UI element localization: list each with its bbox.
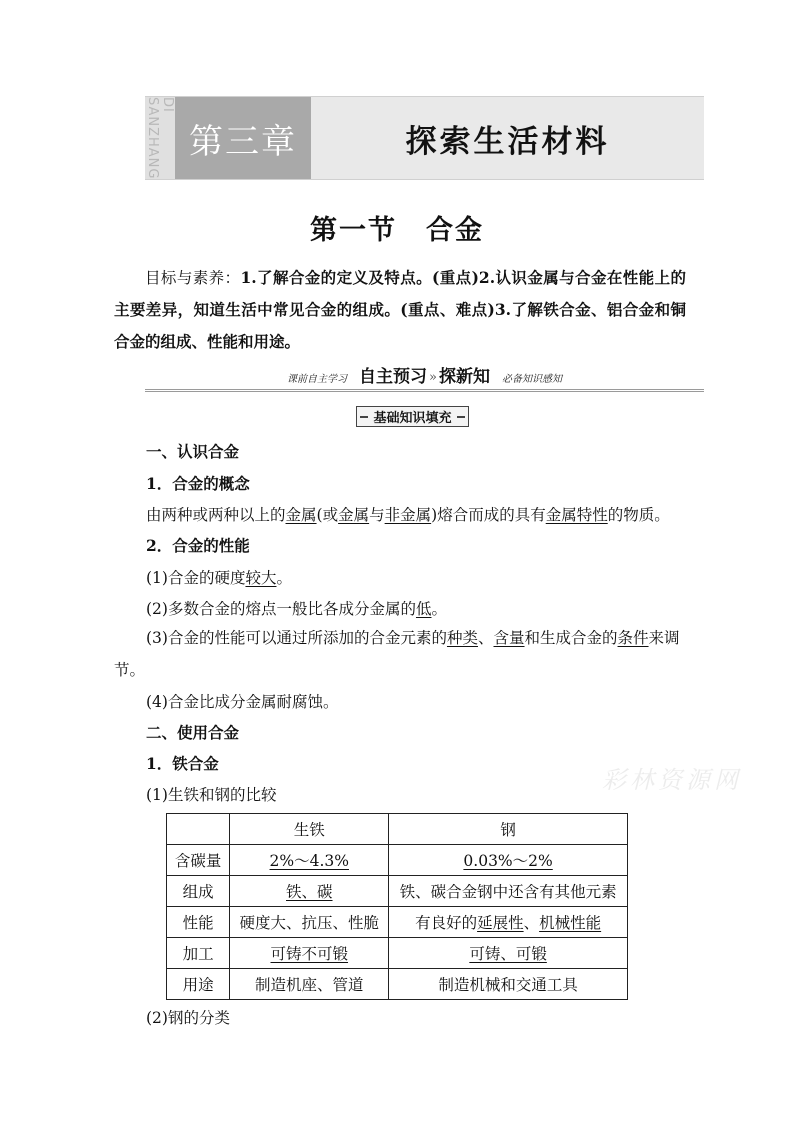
divider-arrow-icon: »	[429, 370, 437, 385]
blank-answer: 2%～4.3%	[269, 852, 349, 870]
blank-answer: 可铸、可锻	[469, 945, 547, 963]
knowledge-fill-label	[345, 406, 480, 426]
text-span: (1)合金的硬度	[146, 569, 246, 587]
table-row	[167, 938, 628, 969]
table-cell	[389, 876, 628, 907]
blank-answer: 金属	[338, 506, 370, 524]
blank-answer: 较大	[245, 569, 277, 587]
table-row	[167, 845, 628, 876]
table-header-row	[167, 814, 628, 845]
text-span: 和生成合金的	[524, 629, 618, 647]
steel-classification-heading: (2)钢的分类	[146, 1009, 230, 1027]
goals-body: 1.了解合金的定义及特点。(重点)2.认识金属与合金在性能上的主要差异，知道生活中常见合金的组成。(重点、难点)3.了解铁合金、铝合金和铜合金的组成、性能和用途。	[114, 268, 686, 351]
text-span: (或	[316, 506, 339, 524]
divider-main-left: 自主预习	[359, 367, 428, 387]
text-span: (3)合金的性能可以通过所添加的合金元素的	[146, 629, 447, 647]
table-cell	[389, 938, 628, 969]
row-label: 用途	[167, 969, 230, 1000]
cell-text: 铁、碳合金钢中还含有其他元素	[399, 883, 617, 901]
table-row	[167, 907, 628, 938]
table-header-cell	[167, 814, 230, 845]
property-adjustable	[114, 622, 686, 686]
text-span: 。	[276, 569, 292, 587]
knowledge-fill-box: 基础知识填充	[356, 406, 468, 427]
alloy-concept-text	[146, 503, 670, 525]
blank-answer: 含量	[493, 629, 525, 647]
text-span: 、	[477, 629, 494, 647]
divider-pre: 课前自主学习	[287, 374, 348, 385]
chapter-pinyin: DI SANZHANG	[145, 97, 175, 179]
table-cell	[230, 876, 389, 907]
table-cell	[389, 969, 628, 1000]
table-cell	[230, 907, 389, 938]
preview-divider	[145, 363, 704, 392]
iron-steel-table	[166, 813, 628, 1000]
table-header-cell: 钢	[389, 814, 628, 845]
cell-text: 硬度大、抗压、性脆	[239, 914, 380, 932]
heading-use-alloy: 二、使用合金	[146, 723, 240, 742]
table-cell	[230, 938, 389, 969]
chapter-title: 探索生活材料	[405, 123, 610, 160]
blank-answer: 延展性	[477, 914, 524, 932]
table-cell	[230, 845, 389, 876]
subheading-alloy-properties: 2．合金的性能	[146, 536, 250, 555]
table-cell	[230, 969, 389, 1000]
subheading-iron-alloy: 1．铁合金	[146, 754, 219, 773]
blank-answer: 非金属	[384, 506, 432, 524]
blank-answer: 金属	[285, 506, 317, 524]
table-header-cell: 生铁	[230, 814, 389, 845]
text-span: 来调节。	[114, 629, 680, 679]
blank-answer: 种类	[446, 629, 478, 647]
blank-answer: 可铸不可锻	[270, 945, 349, 963]
blank-answer: 机械性能	[539, 914, 602, 932]
section-title: 第一节 合金	[310, 215, 484, 246]
text-span: 。	[431, 600, 447, 618]
chapter-banner	[145, 96, 704, 180]
blank-answer: 低	[415, 600, 432, 618]
heading-know-alloy: 一、认识合金	[146, 442, 240, 461]
row-label: 加工	[167, 938, 230, 969]
blank-answer: 0.03%～2%	[463, 852, 553, 870]
learning-goals	[114, 262, 686, 358]
watermark: 彩林资源网	[602, 766, 742, 794]
divider-post: 必备知识感知	[501, 374, 562, 385]
row-label: 含碳量	[167, 845, 230, 876]
property-corrosion: (4)合金比成分金属耐腐蚀。	[146, 693, 339, 711]
table-row	[167, 876, 628, 907]
table-row	[167, 969, 628, 1000]
text-span: (2)多数合金的熔点一般比各成分金属的	[146, 600, 416, 618]
cell-text: 制造机械和交通工具	[438, 976, 578, 994]
text-span: 由两种或两种以上的	[146, 506, 286, 524]
property-melting-point	[146, 597, 447, 619]
blank-answer: 条件	[617, 629, 649, 647]
property-hardness	[146, 566, 292, 588]
cell-text: 有良好的	[415, 914, 478, 932]
table-cell	[389, 907, 628, 938]
table-cell	[389, 845, 628, 876]
blank-answer: 金属特性	[545, 506, 608, 524]
row-label: 性能	[167, 907, 230, 938]
chapter-number: 第三章	[175, 97, 311, 179]
text-span: )熔合而成的具有	[431, 506, 546, 524]
goals-prefix: 目标与素养：	[145, 269, 241, 287]
blank-answer: 铁、碳	[286, 883, 333, 901]
text-span: 的物质。	[607, 506, 670, 524]
text-span: 与	[369, 506, 385, 524]
iron-steel-comparison-heading: (1)生铁和钢的比较	[146, 786, 277, 804]
cell-text: 制造机座、管道	[255, 976, 364, 994]
subheading-alloy-concept: 1．合金的概念	[146, 474, 250, 493]
divider-main-right: 探新知	[438, 367, 490, 387]
row-label: 组成	[167, 876, 230, 907]
cell-text: 、	[523, 914, 540, 932]
